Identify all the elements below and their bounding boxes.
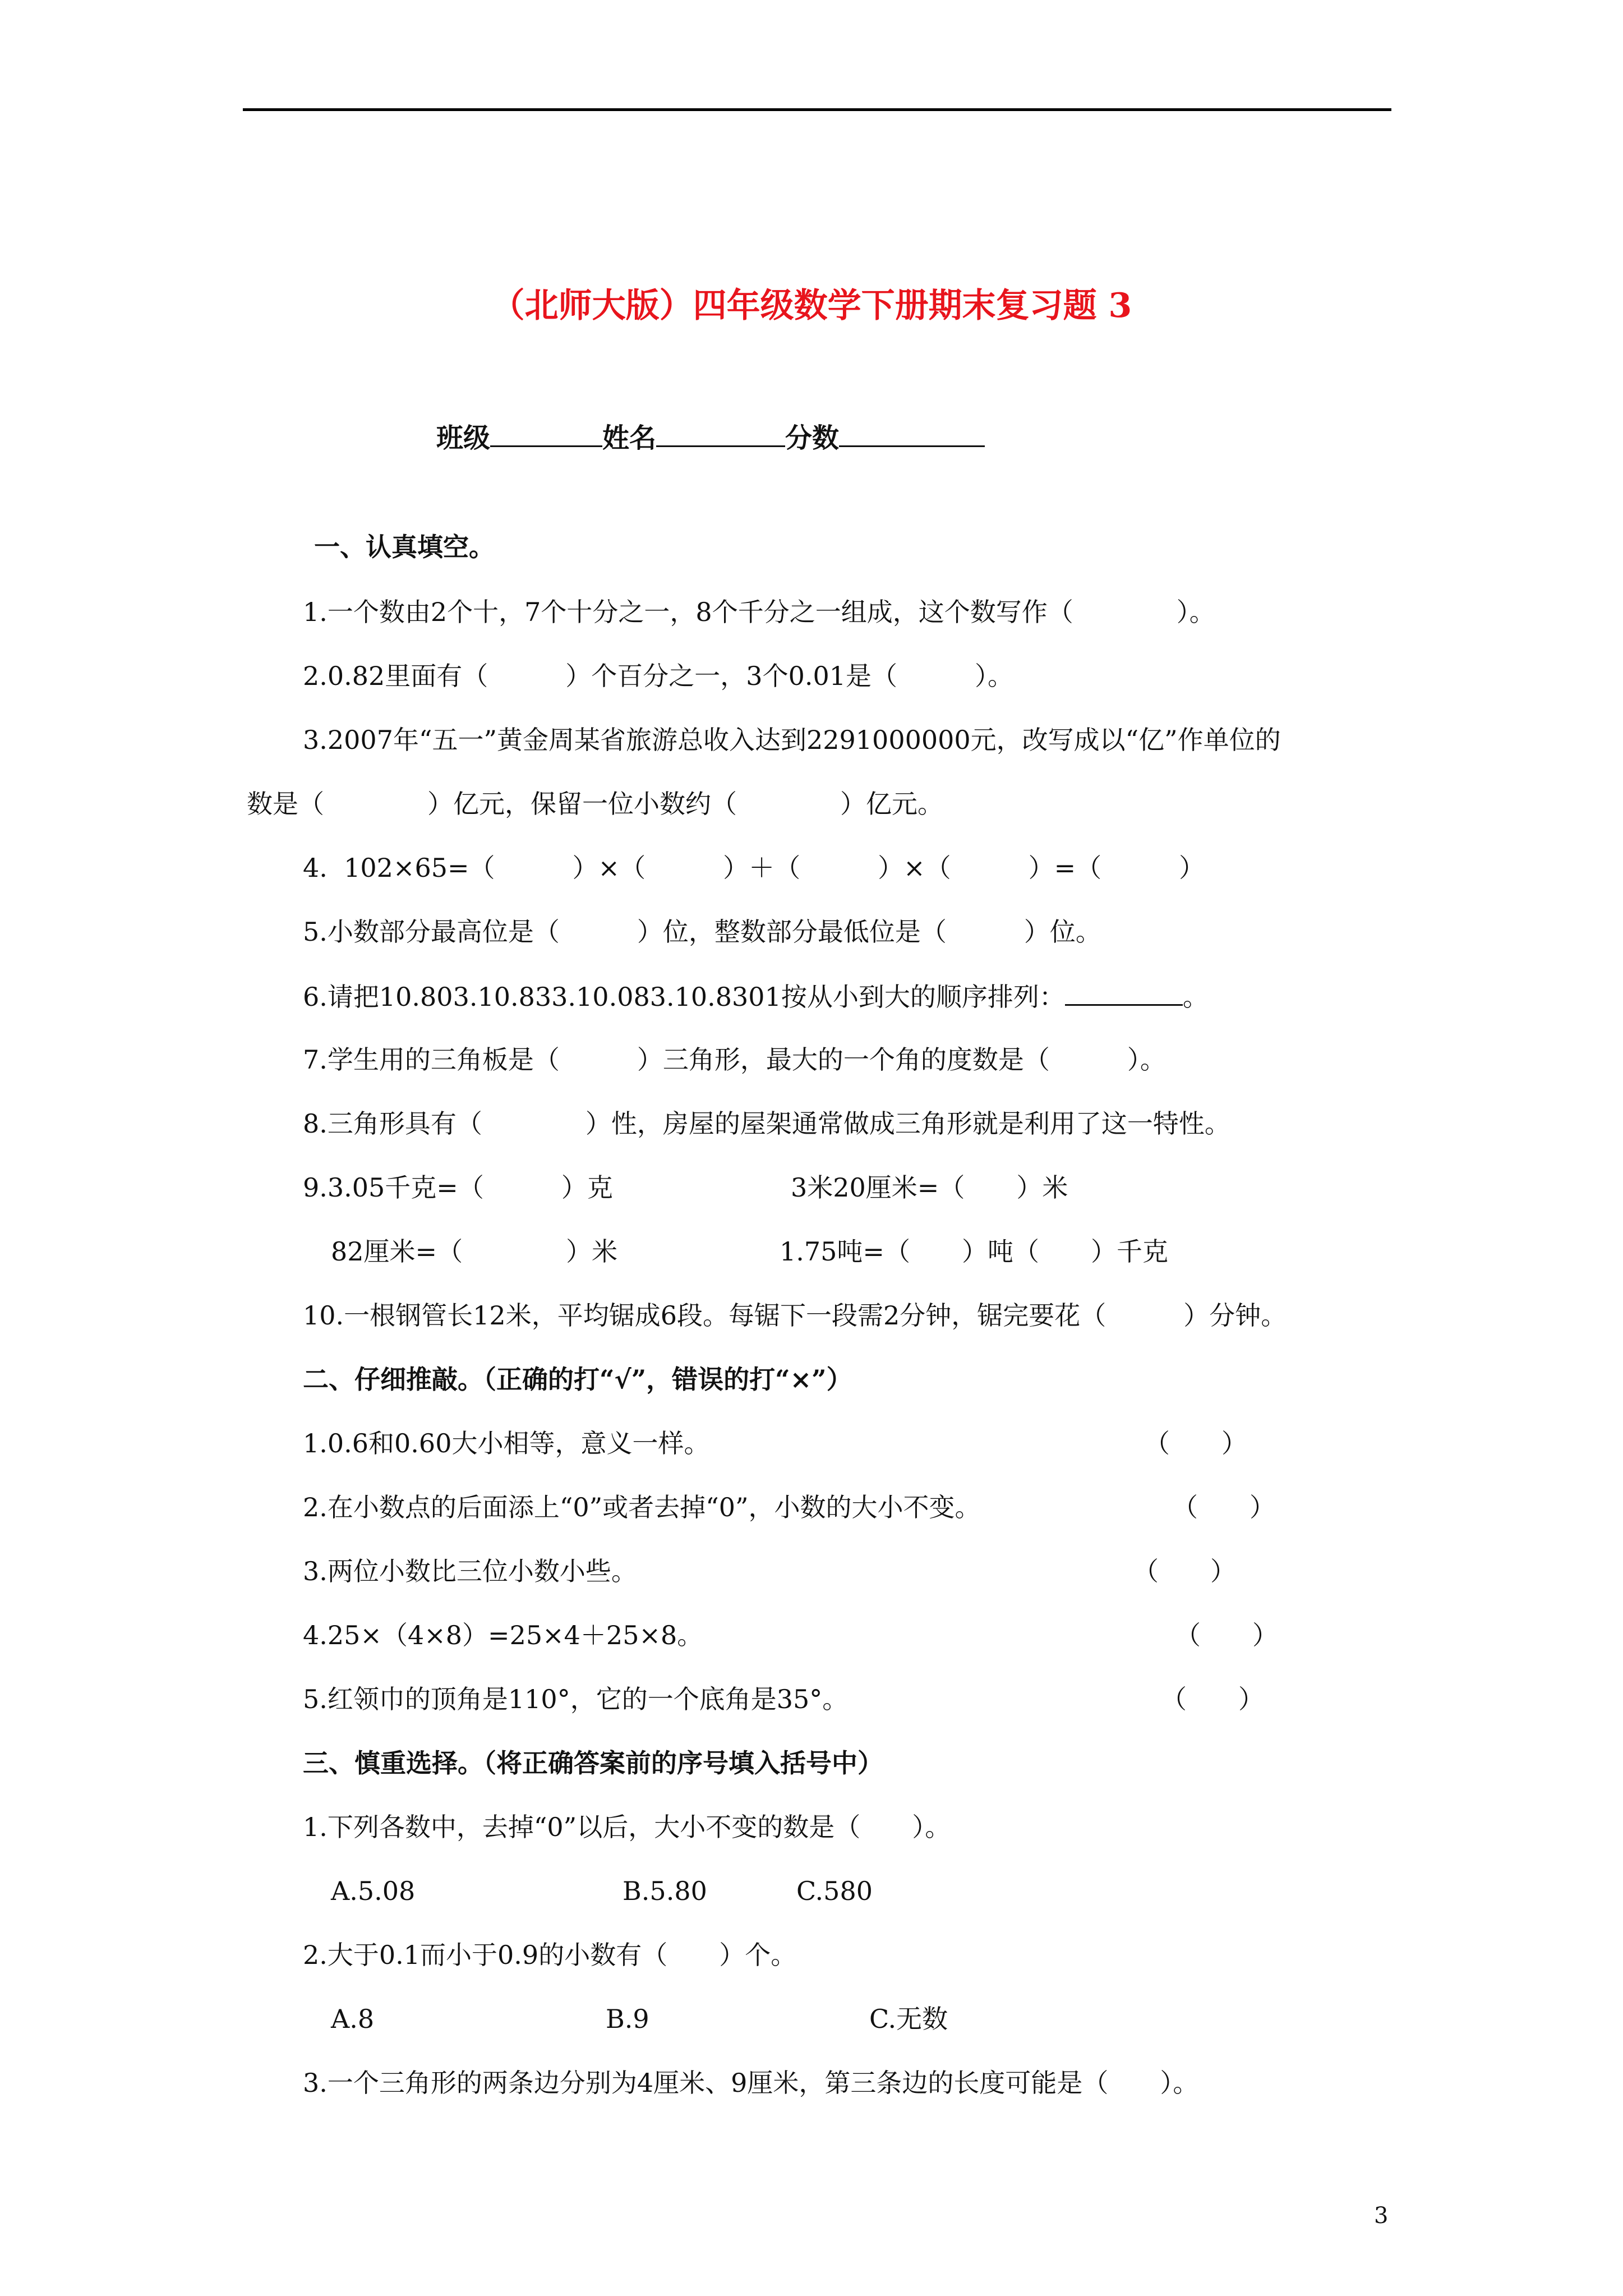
section1-heading: 一、认真填空。 xyxy=(314,532,495,562)
header-rule xyxy=(243,108,1391,111)
question-1-3-line1: 3.2007年“五一”黄金周某省旅游总收入达到2291000000元，改写成以“亿”作单位的 xyxy=(303,725,1281,755)
judge-item-2: 2.在小数点的后面添上“0”或者去掉“0”，小数的大小不变。 xyxy=(303,1492,981,1522)
judge-mark-5: （ ） xyxy=(1161,1684,1264,1714)
question-1-6 xyxy=(303,976,1209,1016)
choice-2-option-a: A.8 xyxy=(331,2004,375,2034)
choice-question-1: 1.下列各数中，去掉“0”以后，大小不变的数是（ ）。 xyxy=(303,1812,951,1842)
choice-1-option-b: B.5.80 xyxy=(623,1876,707,1906)
judge-mark-3: （ ） xyxy=(1133,1556,1236,1586)
class-label: 班级 xyxy=(436,422,491,454)
judge-item-1: 1.0.6和0.60大小相等，意义一样。 xyxy=(303,1428,710,1458)
student-info-row xyxy=(436,416,985,458)
question-1-1: 1.一个数由2个十，7个十分之一，8个千分之一组成，这个数写作（ ）。 xyxy=(303,597,1215,627)
choice-2-option-b: B.9 xyxy=(606,2004,649,2034)
choice-1-option-c: C.580 xyxy=(796,1876,873,1906)
name-blank xyxy=(656,416,785,447)
choice-question-3: 3.一个三角形的两条边分别为4厘米、9厘米，第三条边的长度可能是（ ）。 xyxy=(303,2068,1199,2098)
question-1-7: 7.学生用的三角板是（ ）三角形，最大的一个角的度数是（ ）。 xyxy=(303,1045,1166,1075)
score-label: 分数 xyxy=(785,422,840,454)
name-label: 姓名 xyxy=(602,422,657,454)
page-number: 3 xyxy=(1374,2203,1389,2229)
answer-blank xyxy=(1065,976,1183,1006)
question-1-9-left: 9.3.05千克=（ ）克 xyxy=(303,1172,613,1203)
choice-1-option-a: A.5.08 xyxy=(331,1876,416,1906)
question-1-6-end: 。 xyxy=(1182,982,1209,1012)
choice-2-option-c: C.无数 xyxy=(869,2004,948,2034)
question-1-8: 8.三角形具有（ ）性，房屋的屋架通常做成三角形就是利用了这一特性。 xyxy=(303,1108,1230,1139)
judge-mark-1: （ ） xyxy=(1144,1428,1247,1458)
judge-item-3: 3.两位小数比三位小数小些。 xyxy=(303,1556,637,1586)
judge-item-4: 4.25×（4×8）=25×4＋25×8。 xyxy=(303,1620,703,1650)
question-1-3-line2: 数是（ ）亿元，保留一位小数约（ ）亿元。 xyxy=(247,789,943,819)
question-1-2: 2.0.82里面有（ ）个百分之一，3个0.01是（ ）。 xyxy=(303,661,1013,691)
judge-item-5: 5.红领巾的顶角是110°，它的一个底角是35°。 xyxy=(303,1684,849,1714)
class-blank xyxy=(490,416,602,447)
judge-mark-4: （ ） xyxy=(1175,1620,1278,1650)
question-1-6-text: 6.请把10.803.10.833.10.083.10.8301按从小到大的顺序排列： xyxy=(303,982,1065,1012)
question-1-9-right: 3米20厘米=（ ）米 xyxy=(791,1172,1068,1203)
judge-mark-2: （ ） xyxy=(1172,1492,1275,1522)
question-1-9-sub-left: 82厘米=（ ）米 xyxy=(331,1236,618,1267)
document-title: （北师大版）四年级数学下册期末复习题 3 xyxy=(491,286,1132,325)
section3-heading: 三、慎重选择。（将正确答案前的序号填入括号中） xyxy=(303,1748,883,1778)
question-1-5: 5.小数部分最高位是（ ）位，整数部分最低位是（ ）位。 xyxy=(303,917,1101,947)
question-1-9-sub-right: 1.75吨=（ ）吨（ ）千克 xyxy=(780,1236,1168,1267)
question-1-4: 4. 102×65=（ ）×（ ）＋（ ）×（ ）=（ ） xyxy=(303,853,1205,883)
score-blank xyxy=(839,416,985,447)
section2-heading: 二、仔细推敲。（正确的打“√”，错误的打“×”） xyxy=(303,1364,852,1395)
choice-question-2: 2.大于0.1而小于0.9的小数有（ ）个。 xyxy=(303,1940,797,1970)
question-1-10: 10.一根钢管长12米，平均锯成6段。每锯下一段需2分钟，锯完要花（ ）分钟。 xyxy=(303,1300,1287,1331)
